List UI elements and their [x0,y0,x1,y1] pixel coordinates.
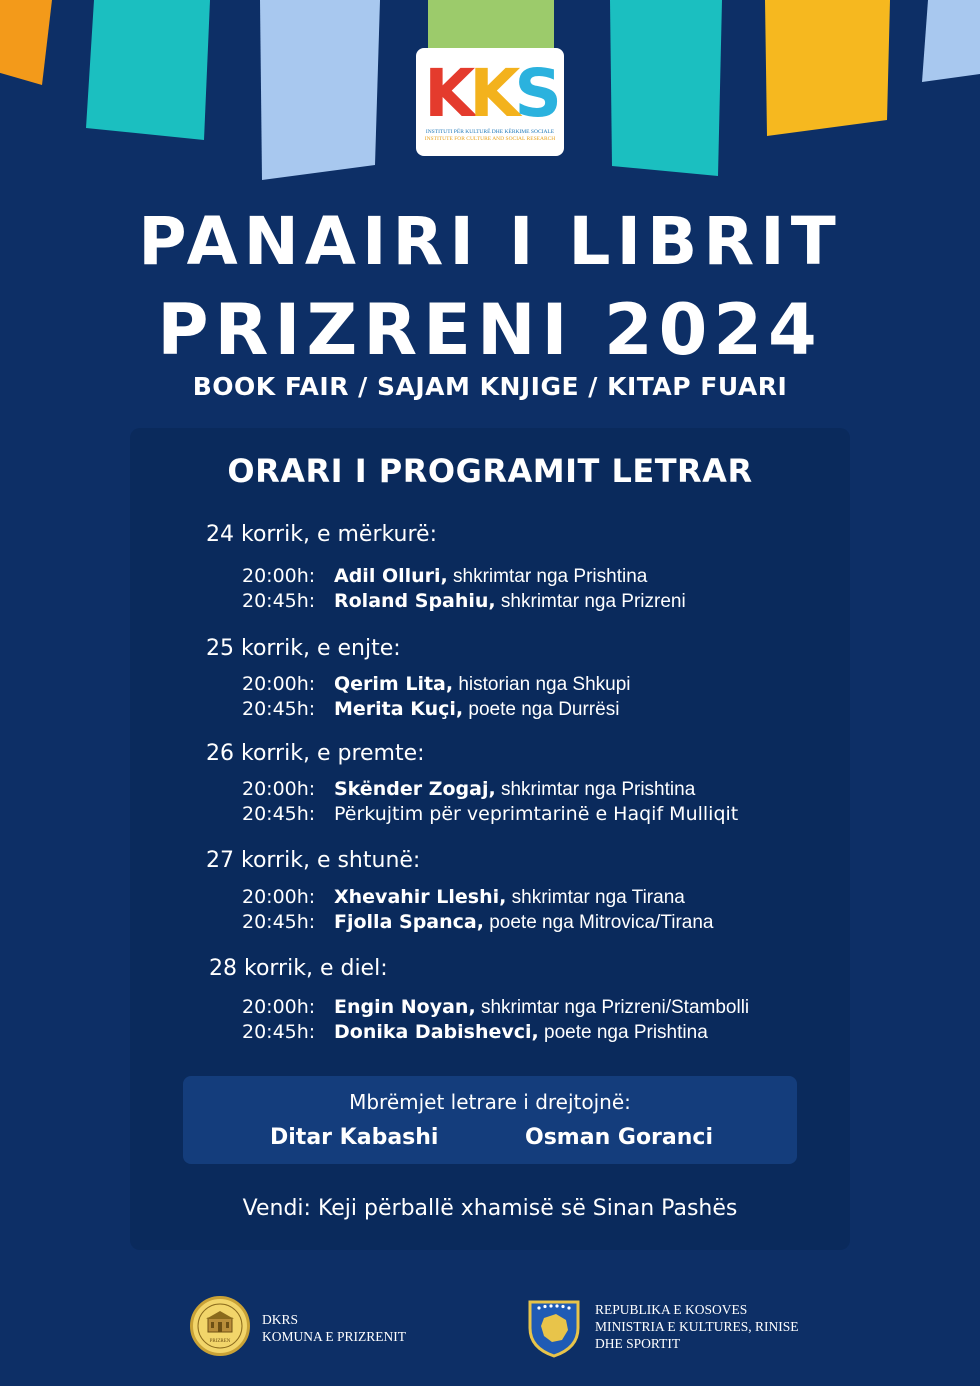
event-name: Roland Spahiu, [334,590,496,612]
flag-orange [0,0,52,90]
title-line1: PANAIRI I LIBRIT [138,203,842,280]
event-desc: Përkujtim për veprimtarinë e Haqif Mulliqit [334,803,739,825]
event-time: 20:45h: [242,590,316,612]
event-time: 20:45h: [242,698,316,720]
footer-right-line2: MINISTRIA E KULTURES, RINISE [595,1319,799,1334]
event-time: 20:00h: [242,673,316,695]
logo-letter-k1: K [424,55,470,132]
logo-letter-s: S [514,55,556,132]
hosts-label: Mbrëmjet letrare i drejtojnë: [349,1090,631,1114]
event-desc: poete nga Prishtina [538,1022,708,1043]
day-label: 25 korrik, e enjte: [206,636,401,661]
event-name: Skënder Zogaj, [334,778,496,800]
event-desc: poete nga Durrësi [463,699,620,720]
event-row [242,698,619,721]
event-row [242,565,647,588]
event-desc: shkrimtar nga Prishtina [495,779,696,800]
footer-right-line3: DHE SPORTIT [595,1336,681,1351]
prizren-seal-icon [190,1296,250,1356]
event-name: Qerim Lita, [334,673,454,695]
day-label: 26 korrik, e premte: [206,741,425,766]
event-time: 20:00h: [242,565,316,587]
footer-right-line1: REPUBLIKA E KOSOVES [595,1302,748,1317]
event-desc: shkrimtar nga Tirana [506,887,685,908]
event-time: 20:00h: [242,778,316,800]
title-line2: PRIZRENI 2024 [157,289,823,371]
venue: Vendi: Keji përballë xhamisë së Sinan Pashës [242,1196,738,1221]
logo-subtitle-line2: INSTITUTE FOR CULTURE AND SOCIAL RESEARCH [424,136,556,142]
event-desc: shkrimtar nga Prishtina [447,566,648,587]
logo-subtitle [425,129,556,143]
event-desc: poete nga Mitrovica/Tirana [483,912,714,933]
event-row [242,778,695,801]
event-row [242,1021,708,1044]
host-name: Osman Goranci [525,1125,713,1150]
flag-lightblue-2 [922,0,980,86]
event-desc: historian nga Shkupi [453,674,631,695]
kosovo-coat-of-arms-icon [526,1298,582,1362]
event-time: 20:00h: [242,886,316,908]
day-label: 28 korrik, e diel: [209,956,388,981]
event-name: Adil Olluri, [334,565,448,587]
subtitle: BOOK FAIR / SAJAM KNJIGE / KITAP FUARI [192,372,788,401]
flag-teal-2 [610,0,722,180]
event-time: 20:45h: [242,911,316,933]
footer-left [262,1311,406,1345]
flag-yellow [765,0,890,140]
event-row [242,590,686,613]
seal-text: PRIZREN [209,1339,231,1344]
footer-left-line2: KOMUNA E PRIZRENIT [262,1329,406,1344]
kks-logo [416,48,564,156]
event-row [242,911,713,934]
footer-right [595,1301,799,1352]
event-row [242,996,749,1019]
logo-subtitle-line1: INSTITUTI PËR KULTURË DHE KËRKIME SOCIALE [425,129,555,135]
logo-letter-k2: K [469,55,515,132]
flag-lightblue-1 [260,0,380,185]
flag-teal-1 [86,0,210,150]
program-heading: ORARI I PROGRAMIT LETRAR [227,452,753,490]
event-name: Xhevahir Lleshi, [334,886,507,908]
day-label: 27 korrik, e shtunë: [206,848,421,873]
event-desc: shkrimtar nga Prizreni/Stambolli [475,997,750,1018]
event-time: 20:45h: [242,803,316,825]
event-desc: shkrimtar nga Prizreni [495,591,686,612]
event-name: Donika Dabishevci, [334,1021,539,1043]
event-name: Merita Kuçi, [334,698,464,720]
event-row [242,886,685,909]
event-name: Engin Noyan, [334,996,476,1018]
event-row [242,803,738,825]
event-time: 20:45h: [242,1021,316,1043]
event-name: Fjolla Spanca, [334,911,484,933]
event-row [242,673,631,696]
event-time: 20:00h: [242,996,316,1018]
day-label: 24 korrik, e mërkurë: [206,522,437,547]
host-name: Ditar Kabashi [270,1125,439,1150]
footer-left-line1: DKRS [262,1312,299,1327]
